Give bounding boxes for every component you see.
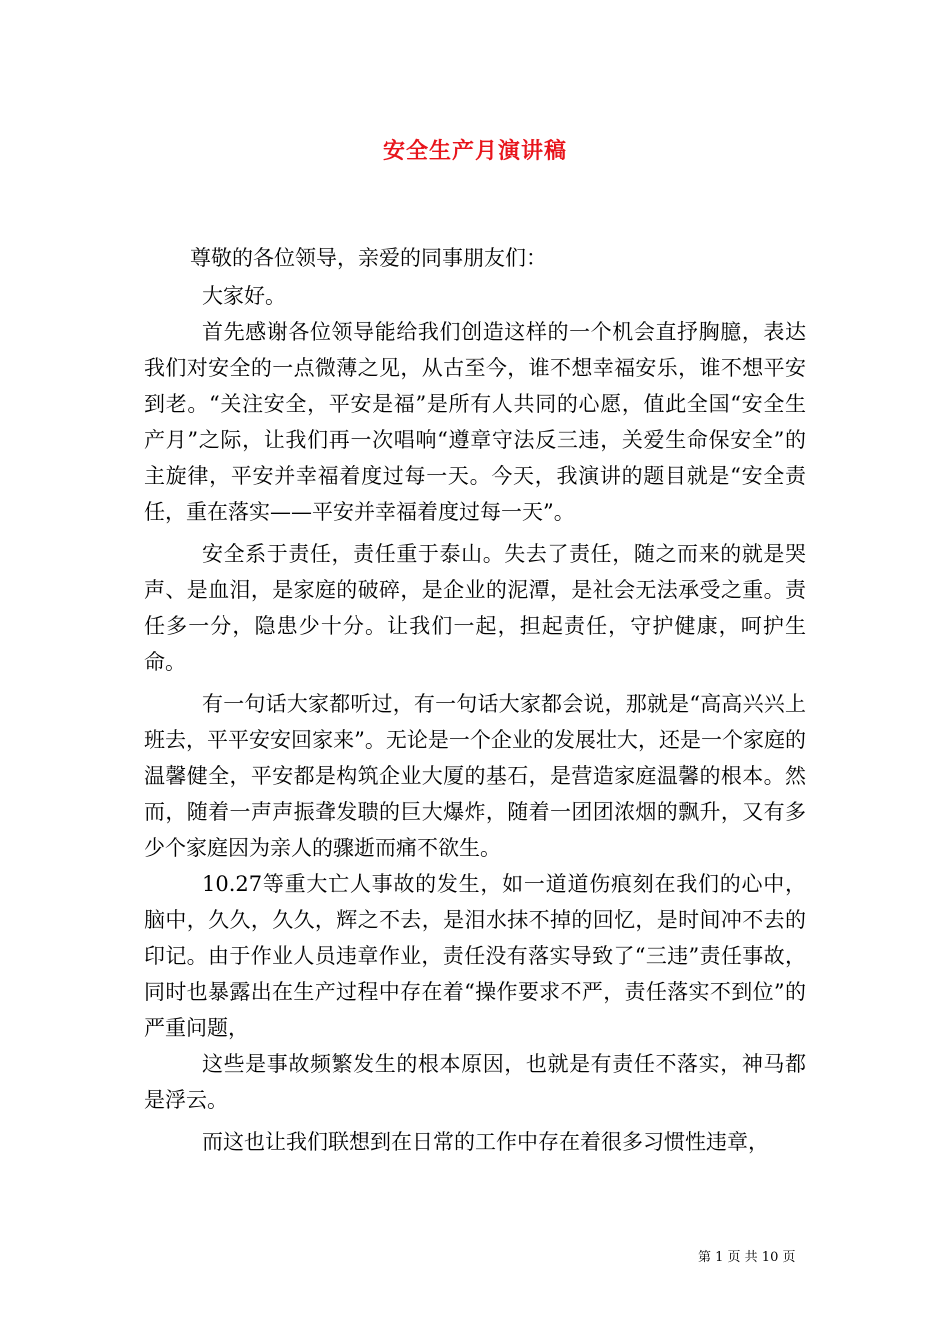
body-paragraph: 有一句话大家都听过，有一句话大家都会说，那就是“高高兴兴上班去，平平安安回家来”。无论是一个企业的发展壮大，还是一个家庭的温馨健全，平安都是构筑企业大厦的基石，是营造家庭温馨的根本。然而，随着一声声振聋发聩的巨大爆炸，随着一团团浓烟的飘升，又有多少个家庭因为亲人的骤逝而痛不欲生。 [144,692,806,860]
greeting-paragraph: 大家好。 [202,284,286,308]
body-paragraph: 安全系于责任，责任重于泰山。失去了责任，随之而来的就是哭声、是血泪，是家庭的破碎，是企业的泥潭，是社会无法承受之重。责任多一分，隐患少十分。让我们一起，担起责任，守护健康，呵护生命。 [144,542,806,674]
body-paragraph: 10.27等重大亡人事故的发生，如一道道伤痕刻在我们的心中，脑中，久久，久久，辉之不去，是泪水抹不掉的回忆，是时间冲不去的印记。由于作业人员违章作业，责任没有落实导致了“三违”责任事故，同时也暴露出在生产过程中存在着“操作要求不严，责任落实不到位”的严重问题， [144,872,806,1040]
body-paragraph: 这些是事故频繁发生的根本原因，也就是有责任不落实，神马都是浮云。 [144,1052,806,1112]
document-body [144,240,806,1160]
page-number: 第 1 页 共 10 页 [698,1250,796,1265]
body-paragraph: 首先感谢各位领导能给我们创造这样的一个机会直抒胸臆，表达我们对安全的一点微薄之见，从古至今，谁不想幸福安乐，谁不想平安到老。“关注安全，平安是福”是所有人共同的心愿，值此全国“安全生产月”之际，让我们再一次唱响“遵章守法反三违，关爱生命保安全”的主旋律，平安并幸福着度过每一天。今天，我演讲的题目就是“安全责任，重在落实——平安并幸福着度过每一天”。 [144,320,806,524]
document-title: 安全生产月演讲稿 [382,138,567,164]
body-paragraph: 而这也让我们联想到在日常的工作中存在着很多习惯性违章， [202,1130,769,1154]
salutation-paragraph: 尊敬的各位领导，亲爱的同事朋友们： [190,246,547,270]
